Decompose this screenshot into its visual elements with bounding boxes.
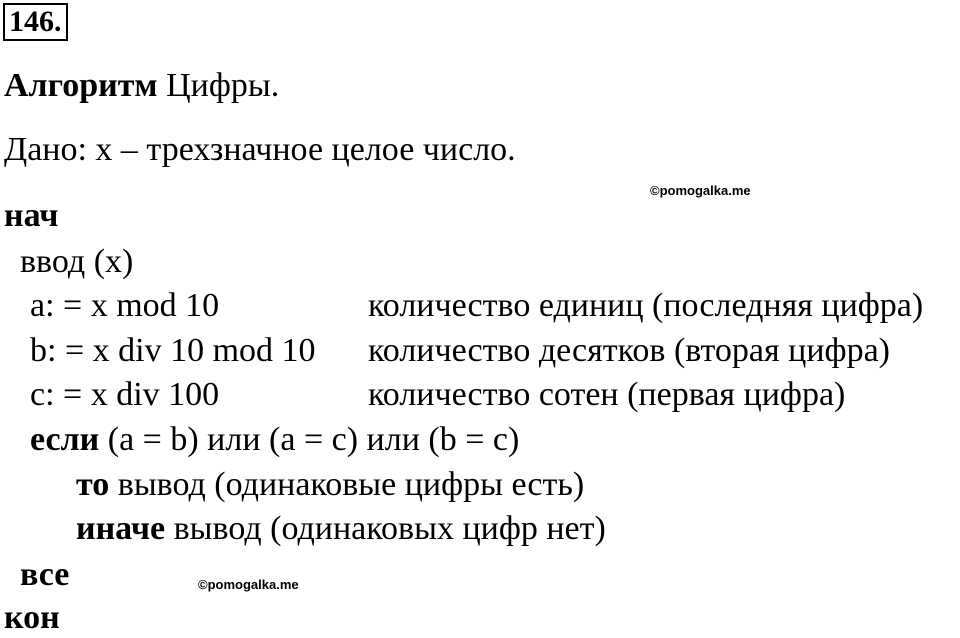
assign-b: b: = x div 10 mod 10 bbox=[30, 332, 316, 369]
given-line: Дано: x – трехзначное целое число. bbox=[4, 131, 516, 168]
else-branch bbox=[76, 509, 606, 549]
else-keyword: иначе bbox=[76, 510, 166, 547]
watermark-bottom: ©pomogalka.me bbox=[198, 577, 299, 592]
comment-a: количество единиц (последняя цифра) bbox=[368, 287, 924, 324]
comment-b: количество десятков (вторая цифра) bbox=[368, 332, 890, 369]
algorithm-name: Цифры. bbox=[166, 67, 280, 104]
else-text: вывод (одинаковых цифр нет) bbox=[165, 510, 606, 547]
if-keyword: если bbox=[30, 421, 100, 458]
watermark: ©pomogalka.me bbox=[650, 183, 751, 198]
begin-keyword: нач bbox=[4, 197, 59, 234]
algorithm-keyword: Алгоритм bbox=[4, 67, 158, 104]
comment-c: количество сотен (первая цифра) bbox=[368, 376, 846, 413]
if-condition: (a = b) или (a = c) или (b = c) bbox=[99, 421, 520, 458]
end-keyword: кон bbox=[4, 599, 60, 636]
then-keyword: то bbox=[76, 466, 110, 503]
assign-a: a: = x mod 10 bbox=[30, 287, 220, 324]
if-statement bbox=[30, 420, 519, 460]
assign-c: c: = x div 100 bbox=[30, 376, 220, 413]
problem-number: 146. bbox=[3, 3, 68, 41]
input-statement: ввод (x) bbox=[20, 243, 134, 280]
endif-keyword: все bbox=[20, 556, 70, 593]
then-branch bbox=[76, 465, 584, 505]
algorithm-header bbox=[4, 66, 279, 106]
then-text: вывод (одинаковые цифры есть) bbox=[109, 466, 585, 503]
